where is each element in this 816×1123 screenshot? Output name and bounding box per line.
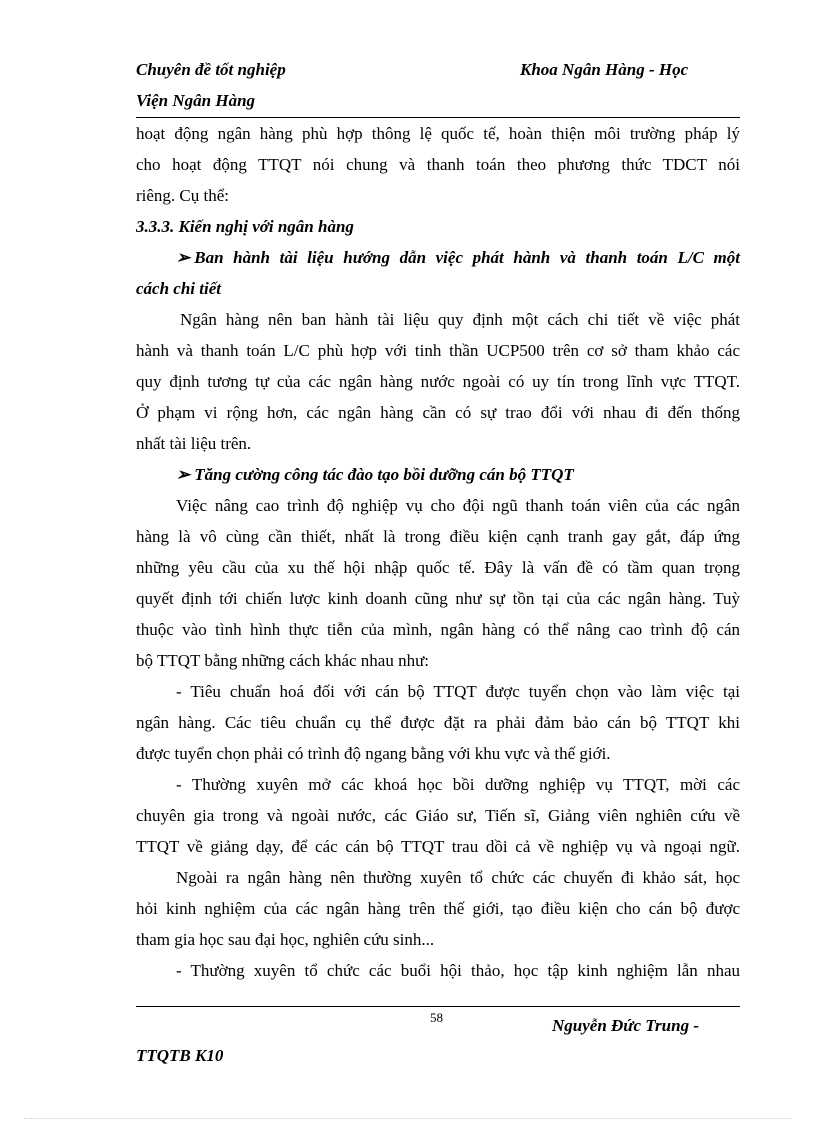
paragraph-line: quyết định tới chiến lược kinh doanh cũng như sự tồn tại của các ngân hàng. Tuỳ bbox=[136, 589, 740, 608]
paragraph-line: Việc nâng cao trình độ nghiệp vụ cho đội ngũ thanh toán viên của các ngân bbox=[176, 496, 740, 515]
list-item-line: chuyên gia trong và ngoài nước, các Giáo sư, Tiến sĩ, Giảng viên nghiên cứu về bbox=[136, 806, 740, 825]
list-item-line: TTQT về giảng dạy, để các cán bộ TTQT trau dồi cả về nghiệp vụ và ngoại ngữ. bbox=[136, 837, 740, 856]
subheading-2-text: Tăng cường công tác đào tạo bồi dưỡng cán bộ TTQT bbox=[194, 465, 574, 484]
header-right-title: Khoa Ngân Hàng - Học bbox=[520, 60, 689, 79]
header-left-title: Chuyên đề tốt nghiệp bbox=[136, 60, 286, 79]
subheading-1-text: Ban hành tài liệu hướng dẫn việc phát hành và thanh toán L/C một bbox=[194, 248, 740, 267]
paragraph-line: Ngân hàng nên ban hành tài liệu quy định một cách chi tiết về việc phát bbox=[180, 310, 740, 329]
paragraph-line: Ngoài ra ngân hàng nên thường xuyên tổ chức các chuyến đi khảo sát, học bbox=[176, 868, 740, 887]
intro-line: hoạt động ngân hàng phù hợp thông lệ quốc tế, hoàn thiện môi trường pháp lý bbox=[136, 124, 740, 143]
arrow-bullet-icon: ➢ bbox=[176, 465, 191, 484]
paragraph-line: hỏi kinh nghiệm của các ngân hàng trên thế giới, tạo điều kiện cho cán bộ được bbox=[136, 899, 740, 918]
section-heading: 3.3.3. Kiến nghị với ngân hàng bbox=[136, 217, 354, 236]
paragraph-line: quy định tương tự của các ngân hàng nước ngoài có uy tín trong lĩnh vực TTQT. bbox=[136, 372, 740, 391]
list-item-line: được tuyển chọn phải có trình độ ngang bằng với khu vực và thế giới. bbox=[136, 744, 611, 763]
page-number: 58 bbox=[430, 1010, 443, 1025]
header-second-line: Viện Ngân Hàng bbox=[136, 91, 256, 110]
paragraph-line: Ở phạm vi rộng hơn, các ngân hàng cần có sự trao đổi với nhau đi đến thống bbox=[136, 403, 740, 422]
list-item-line: - Tiêu chuẩn hoá đối với cán bộ TTQT được tuyển chọn vào làm việc tại bbox=[176, 682, 740, 701]
paragraph-line: tham gia học sau đại học, nghiên cứu sinh... bbox=[136, 930, 435, 949]
page-edge-divider bbox=[24, 1118, 792, 1119]
footer-author: Nguyễn Đức Trung - bbox=[552, 1016, 699, 1035]
list-item-line: - Thường xuyên mở các khoá học bồi dưỡng nghiệp vụ TTQT, mời các bbox=[176, 775, 740, 794]
paragraph-line: hàng là vô cùng cần thiết, nhất là trong điều kiện cạnh tranh gay gắt, đáp ứng bbox=[136, 527, 740, 546]
list-item-line: ngân hàng. Các tiêu chuẩn cụ thể được đặt ra phải đảm bảo cán bộ TTQT khi bbox=[136, 713, 740, 732]
intro-line: riêng. Cụ thể: bbox=[136, 186, 230, 205]
footer-rule bbox=[136, 1006, 740, 1007]
subheading-2-line bbox=[176, 465, 574, 485]
paragraph-line: thuộc vào tình hình thực tiễn của mình, ngân hàng có thể nâng cao trình độ cán bbox=[136, 620, 740, 639]
paragraph-line: hành và thanh toán L/C phù hợp với tinh thần UCP500 trên cơ sở tham khảo các bbox=[136, 341, 740, 360]
paragraph-line: nhất tài liệu trên. bbox=[136, 434, 252, 453]
subheading-1-line bbox=[176, 248, 740, 268]
paragraph-line: bộ TTQT bằng những cách khác nhau như: bbox=[136, 651, 430, 670]
intro-line: cho hoạt động TTQT nói chung và thanh toán theo phương thức TDCT nói bbox=[136, 155, 740, 174]
paragraph-line: những yêu cầu của xu thế hội nhập quốc tế. Đây là vấn đề có tầm quan trọng bbox=[136, 558, 740, 577]
header-rule bbox=[136, 117, 740, 118]
arrow-bullet-icon: ➢ bbox=[176, 248, 191, 267]
footer-class: TTQTB K10 bbox=[136, 1046, 224, 1065]
list-item-line: - Thường xuyên tổ chức các buổi hội thảo, học tập kinh nghiệm lẫn nhau bbox=[176, 961, 740, 980]
subheading-1-line: cách chi tiết bbox=[136, 279, 221, 298]
